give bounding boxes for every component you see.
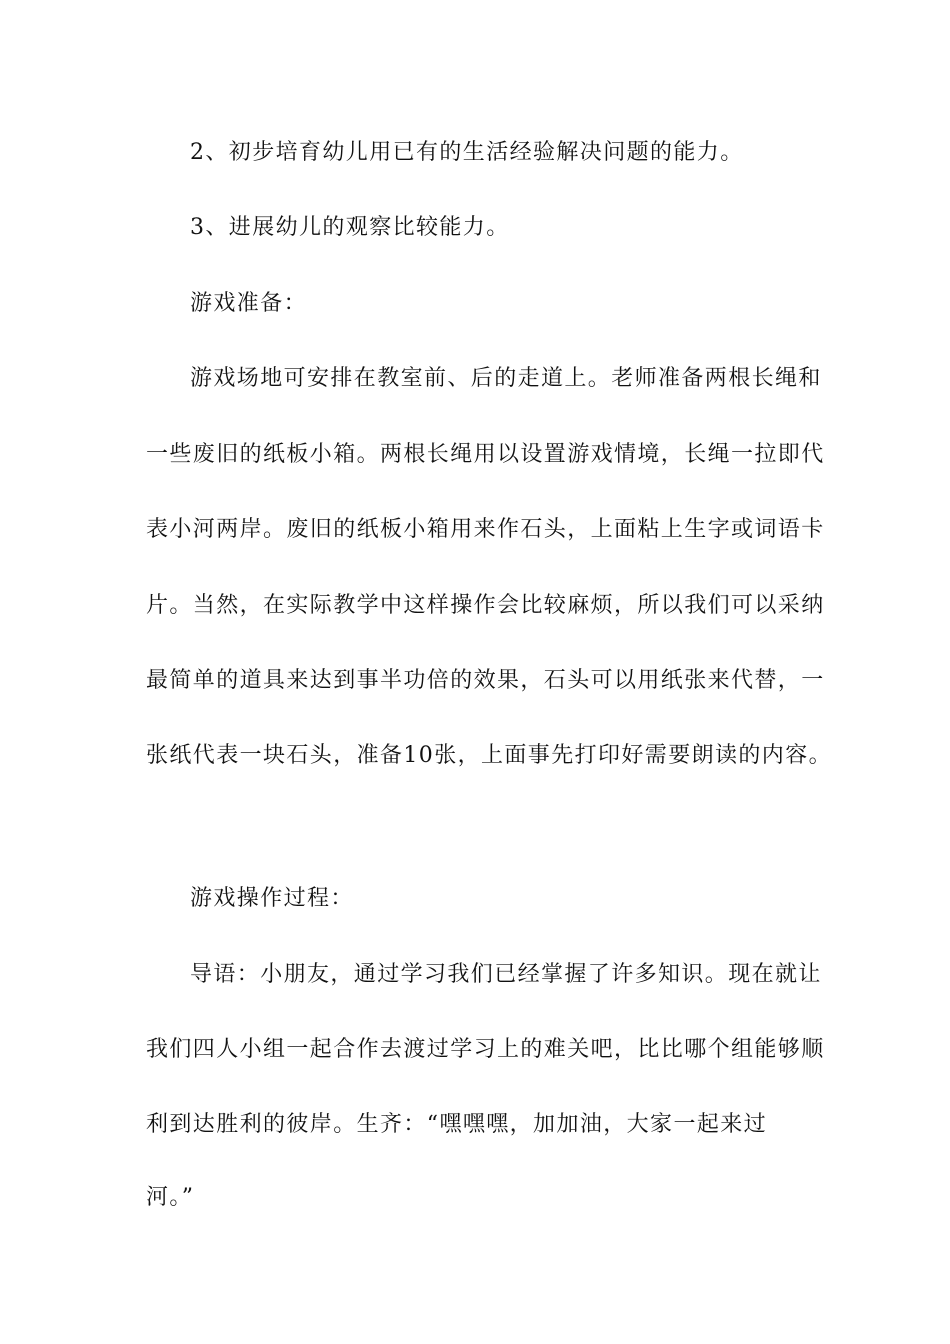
paragraph-line: 我们四人小组一起合作去渡过学习上的难关吧，比比哪个组能够顺	[146, 1037, 825, 1062]
paragraph-line: 片。当然，在实际教学中这样操作会比较麻烦，所以我们可以采纳	[146, 593, 825, 618]
paragraph-line: 表小河两岸。废旧的纸板小箱用来作石头，上面粘上生字或词语卡	[146, 517, 825, 542]
paragraph-line: 最简单的道具来达到事半功倍的效果，石头可以用纸张来代替，一	[146, 668, 825, 693]
objective-2-line: 2、初步培育幼儿用已有的生活经验解决问题的能力。	[190, 140, 744, 165]
objective-3-line: 3、进展幼儿的观察比较能力。	[190, 215, 510, 240]
paragraph-line: 游戏场地可安排在教室前、后的走道上。老师准备两根长绳和	[190, 366, 822, 391]
section-heading-preparation: 游戏准备：	[190, 291, 308, 316]
paragraph-line: 一些废旧的纸板小箱。两根长绳用以设置游戏情境，长绳一拉即代	[146, 442, 825, 467]
paragraph-line: 河。”	[146, 1185, 195, 1210]
section-heading-process: 游戏操作过程：	[190, 886, 354, 911]
paragraph-line: 导语：小朋友，通过学习我们已经掌握了许多知识。现在就让	[190, 962, 822, 987]
paragraph-line: 利到达胜利的彼岸。生齐：“嘿嘿嘿，加加油，大家一起来过	[146, 1112, 768, 1137]
paragraph-line: 张纸代表一块石头，准备10张，上面事先打印好需要朗读的内容。	[146, 743, 832, 768]
